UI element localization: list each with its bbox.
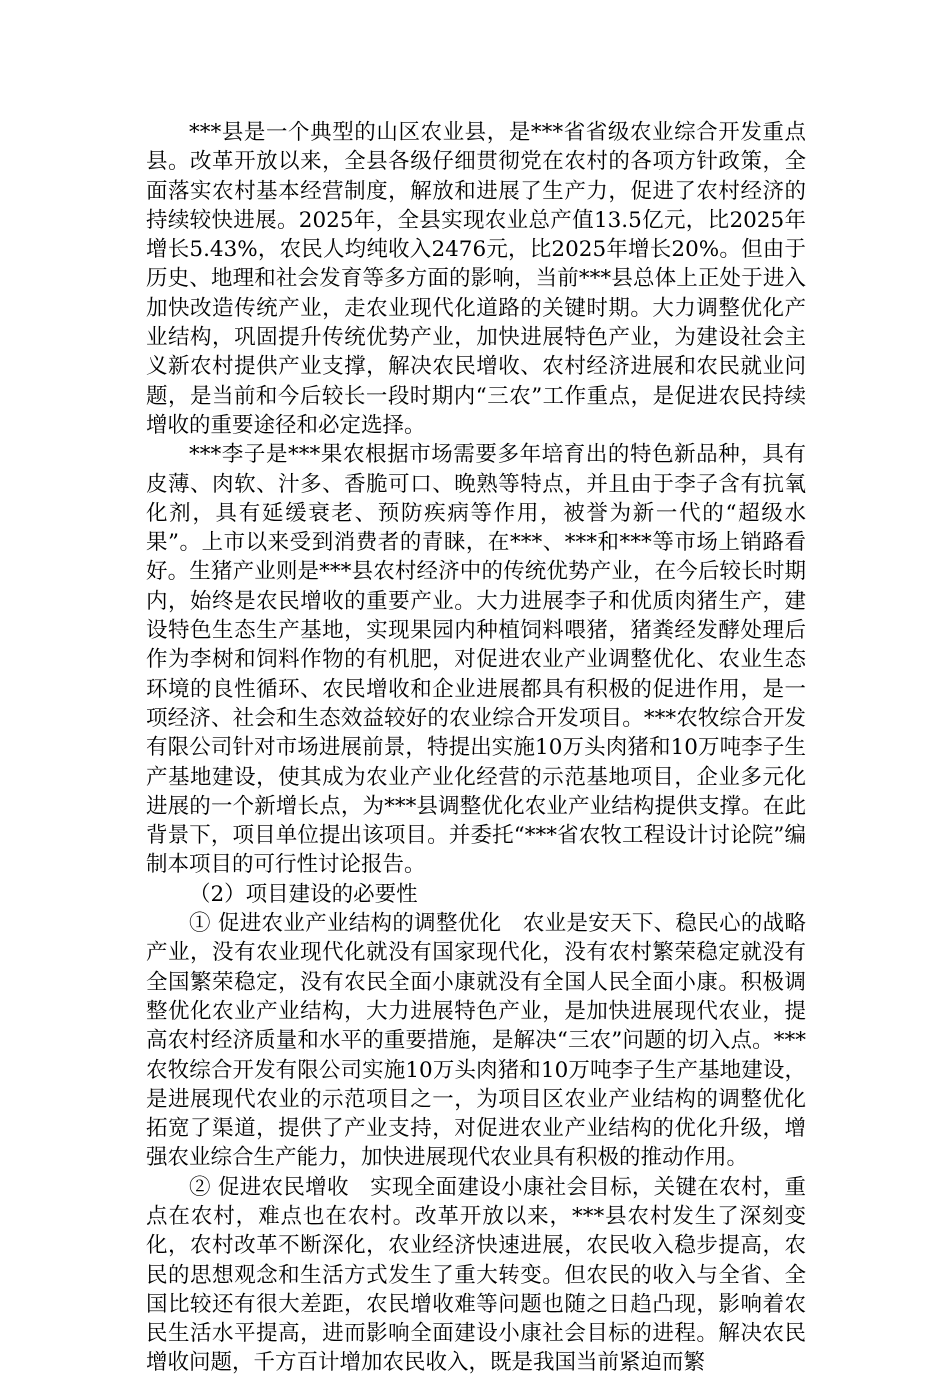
paragraph-text: ***县是一个典型的山区农业县，是***省省级农业综合开发重点县。改革开放以来，全县各级仔细贯彻党在农村的各项方针政策，全面落实农村基本经营制度，解放和进展了生产力，促进了农村经济的持续较快进展。2025年，全县实现农业总产值13.5亿元，比2025年增长5.43%，农民人均纯收入2476元，比2025年增长20%。但由于历史、地理和社会发育等多方面的影响，当前***县总体上正处于进入加快改造传统产业，走农业现代化道路的关键时期。大力调整优化产业结构，巩固提升传统优势产业，加快进展特色产业，为建设社会主义新农村提供产业支撑，解决农民增收、农村经济进展和农民就业问题，是当前和今后较长一段时期内“三农”工作重点，是促进农民持续增收的重要途径和必定选择。	[146, 120, 806, 438]
paragraph-text: 农业是安天下、稳民心的战略产业，没有农业现代化就没有国家现代化，没有农村繁荣稳定就没有全国繁荣稳定，没有农民全面小康就没有全国人民全面小康。积极调整优化农业产业结构，大力进展特色产业，是加快进展现代农业，提高农村经济质量和水平的重要措施，是解决“三农”问题的切入点。***农牧综合开发有限公司实施10万头肉猪和10万吨李子生产基地建设，是进展现代农业的示范项目之一，为项目区农业产业结构的调整优化拓宽了渠道，提供了产业支持，对促进农业产业结构的优化升级，增强农业综合生产能力，加快进展现代农业具有积极的推动作用。	[146, 911, 806, 1171]
document-page	[146, 118, 806, 1378]
heading-text: （2）项目建设的必要性	[189, 881, 418, 907]
item-lead-structure: ① 促进农业产业结构的调整优化	[189, 911, 502, 937]
paragraph-text: ***李子是***果农根据市场需要多年培育出的特色新品种，具有皮薄、肉软、汁多、香脆可口、晚熟等特点，并且由于李子含有抗氧化剂，具有延缓衰老、预防疾病等作用，被誉为新一代的“超级水果”。上市以来受到消费者的青睐，在***、***和***等市场上销路看好。生猪产业则是***县农村经济中的传统优势产业，在今后较长时期内，始终是农民增收的重要产业。大力进展李子和优质肉猪生产，建设特色生态生产基地，实现果园内种植饲料喂猪，猪粪经发酵处理后作为李树和饲料作物的有机肥，对促进农业产业调整优化、农业生态环境的良性循环、农民增收和企业进展都具有积极的促进作用，是一项经济、社会和生态效益较好的农业综合开发项目。***农牧综合开发有限公司针对市场进展前景，特提出实施10万头肉猪和10万吨李子生产基地建设，使其成为农业产业化经营的示范基地项目，企业多元化进展的一个新增长点，为***县调整优化农业产业结构提供支撑。在此背景下，项目单位提出该项目。并委托“***省农牧工程设计讨论院”编制本项目的可行性讨论报告。	[146, 442, 806, 878]
section-heading-necessity	[146, 880, 806, 909]
paragraph-text: 实现全面建设小康社会目标，关键在农村，重点在农村，难点也在农村。改革开放以来，***县农村发生了深刻变化，农村改革不断深化，农业经济快速进展，农民收入稳步提高，农民的思想观念和生活方式发生了重大转变。但农民的收入与全省、全国比较还有很大差距，农民增收难等问题也随之日趋凸现，影响着农民生活水平提高，进而影响全面建设小康社会目标的进程。解决农民增收问题，千方百计增加农民收入，既是我国当前紧迫而繁	[146, 1174, 806, 1376]
item-lead-income: ② 促进农民增收	[189, 1174, 349, 1200]
paragraph-plum-and-pig	[146, 440, 806, 879]
paragraph-farmer-income	[146, 1173, 806, 1378]
paragraph-structure-adjustment	[146, 909, 806, 1173]
paragraph-intro-county	[146, 118, 806, 440]
